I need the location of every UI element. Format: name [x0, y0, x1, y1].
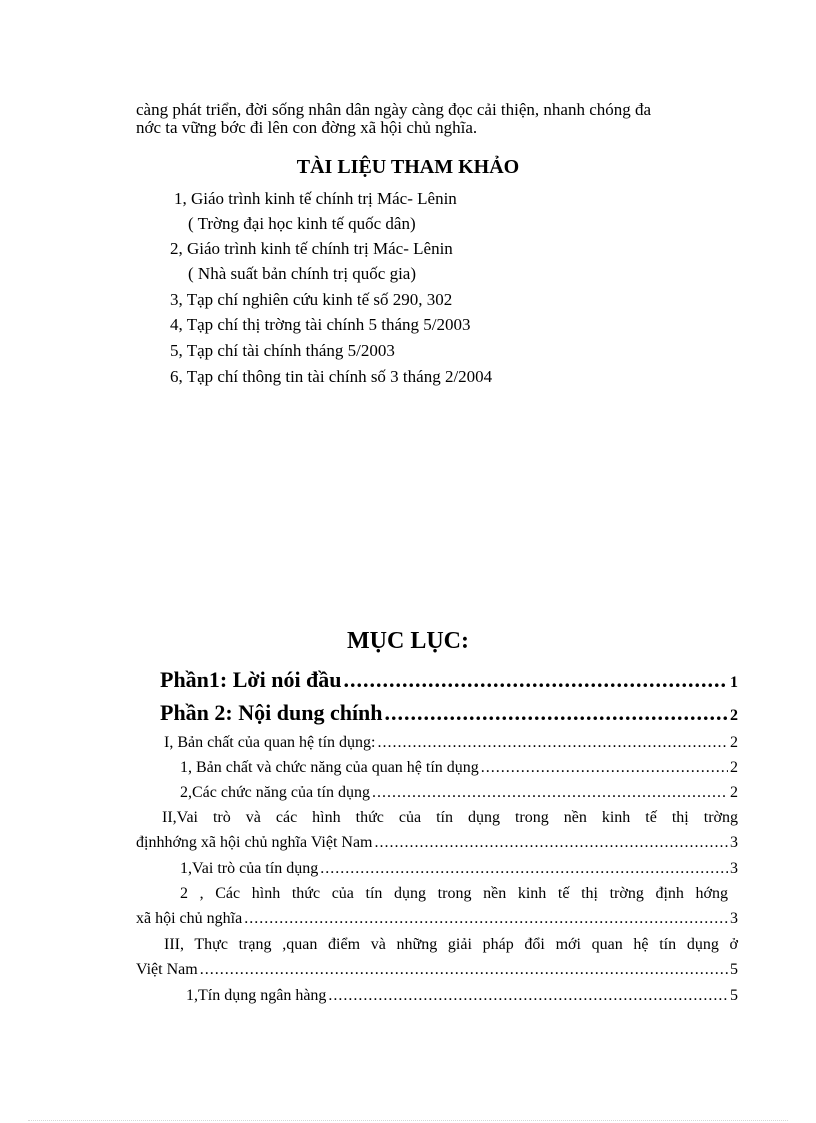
toc-entry-label-line1: 2 , Các hình thức của tín dụng trong nền kinh tế thị trờng định hớng	[180, 885, 728, 902]
reference-item: ( Nhà suất bản chính trị quốc gia)	[188, 264, 417, 283]
toc-entry-page: 2	[730, 734, 738, 751]
toc-entry-label-line1: II,Vai trò và các hình thức của tín dụng trong nền kinh tế thị trờng	[162, 809, 738, 826]
toc-entry-label: xã hội chủ nghĩa	[136, 910, 243, 927]
toc-entry[interactable]	[136, 909, 738, 929]
toc-entry-label: Việt Nam	[136, 961, 198, 978]
toc-leader-dots	[378, 733, 729, 753]
toc-entry-page: 5	[730, 961, 738, 978]
toc-entry-label: 1,Tín dụng ngân hàng	[186, 987, 327, 1004]
reference-item: 4, Tạp chí thị trờng tài chính 5 tháng 5/2003	[170, 315, 471, 334]
toc-entry-label: địnhhớng xã hội chủ nghĩa Việt Nam	[136, 834, 373, 851]
toc-entry-label: 2,Các chức năng của tín dụng	[180, 784, 370, 801]
toc-entry-label-line1: III, Thực trạng ,quan điểm và những giải pháp đổi mới quan hệ tín dụng ở	[164, 936, 738, 953]
toc-entry[interactable]	[136, 833, 738, 853]
toc-title: MỤC LỤC:	[347, 628, 469, 654]
toc-leader-dots	[385, 700, 728, 726]
toc-entry[interactable]	[186, 986, 738, 1006]
toc-entry-page: 2	[730, 784, 738, 801]
toc-leader-dots	[328, 986, 728, 1006]
toc-entry[interactable]	[160, 700, 738, 726]
toc-leader-dots	[320, 859, 728, 879]
intro-line-1: càng phát triển, đời sống nhân dân ngày càng đọc cải thiện, nhanh chóng đa	[136, 100, 652, 119]
toc-entry-page: 3	[730, 860, 738, 877]
toc-entry-label: 1,Vai trò của tín dụng	[180, 860, 319, 877]
toc-entry-page: 2	[730, 707, 738, 724]
reference-item: 1, Giáo trình kinh tế chính trị Mác- Lênin	[174, 189, 457, 208]
toc-entry[interactable]	[160, 667, 738, 693]
toc-entry-label: Phần1: Lời nói đầu	[160, 667, 342, 692]
page-bottom-divider	[28, 1120, 788, 1121]
reference-item: 6, Tạp chí thông tin tài chính số 3 tháng 2/2004	[170, 367, 493, 386]
toc-leader-dots	[244, 909, 728, 929]
toc-leader-dots	[375, 833, 729, 853]
toc-entry-label: I, Bản chất của quan hệ tín dụng:	[164, 734, 376, 751]
toc-entry-page: 3	[730, 834, 738, 851]
toc-entry-label: Phần 2: Nội dung chính	[160, 700, 383, 725]
toc-entry-label: 1, Bản chất và chức năng của quan hệ tín dụng	[180, 759, 479, 776]
toc-leader-dots	[481, 758, 728, 778]
toc-leader-dots	[344, 667, 728, 693]
toc-entry-page: 1	[730, 674, 738, 691]
toc-entry[interactable]	[180, 783, 738, 803]
toc-leader-dots	[372, 783, 728, 803]
toc-entry[interactable]	[180, 758, 738, 778]
references-title: TÀI LIỆU THAM KHẢO	[296, 156, 520, 178]
toc-leader-dots	[200, 960, 728, 980]
toc-entry-page: 3	[730, 910, 738, 927]
reference-item: ( Trờng đại học kinh tế quốc dân)	[188, 214, 416, 233]
toc-entry[interactable]	[180, 859, 738, 879]
toc-entry[interactable]	[136, 960, 738, 980]
reference-item: 5, Tạp chí tài chính tháng 5/2003	[170, 341, 395, 360]
toc-entry[interactable]	[164, 733, 738, 753]
toc-entry-page: 2	[730, 759, 738, 776]
intro-line-2: nớc ta vững bớc đi lên con đờng xã hội chủ nghĩa.	[136, 118, 478, 137]
reference-item: 2, Giáo trình kinh tế chính trị Mác- Lênin	[170, 239, 453, 258]
reference-item: 3, Tạp chí nghiên cứu kinh tế số 290, 302	[170, 290, 453, 309]
toc-entry-page: 5	[730, 987, 738, 1004]
